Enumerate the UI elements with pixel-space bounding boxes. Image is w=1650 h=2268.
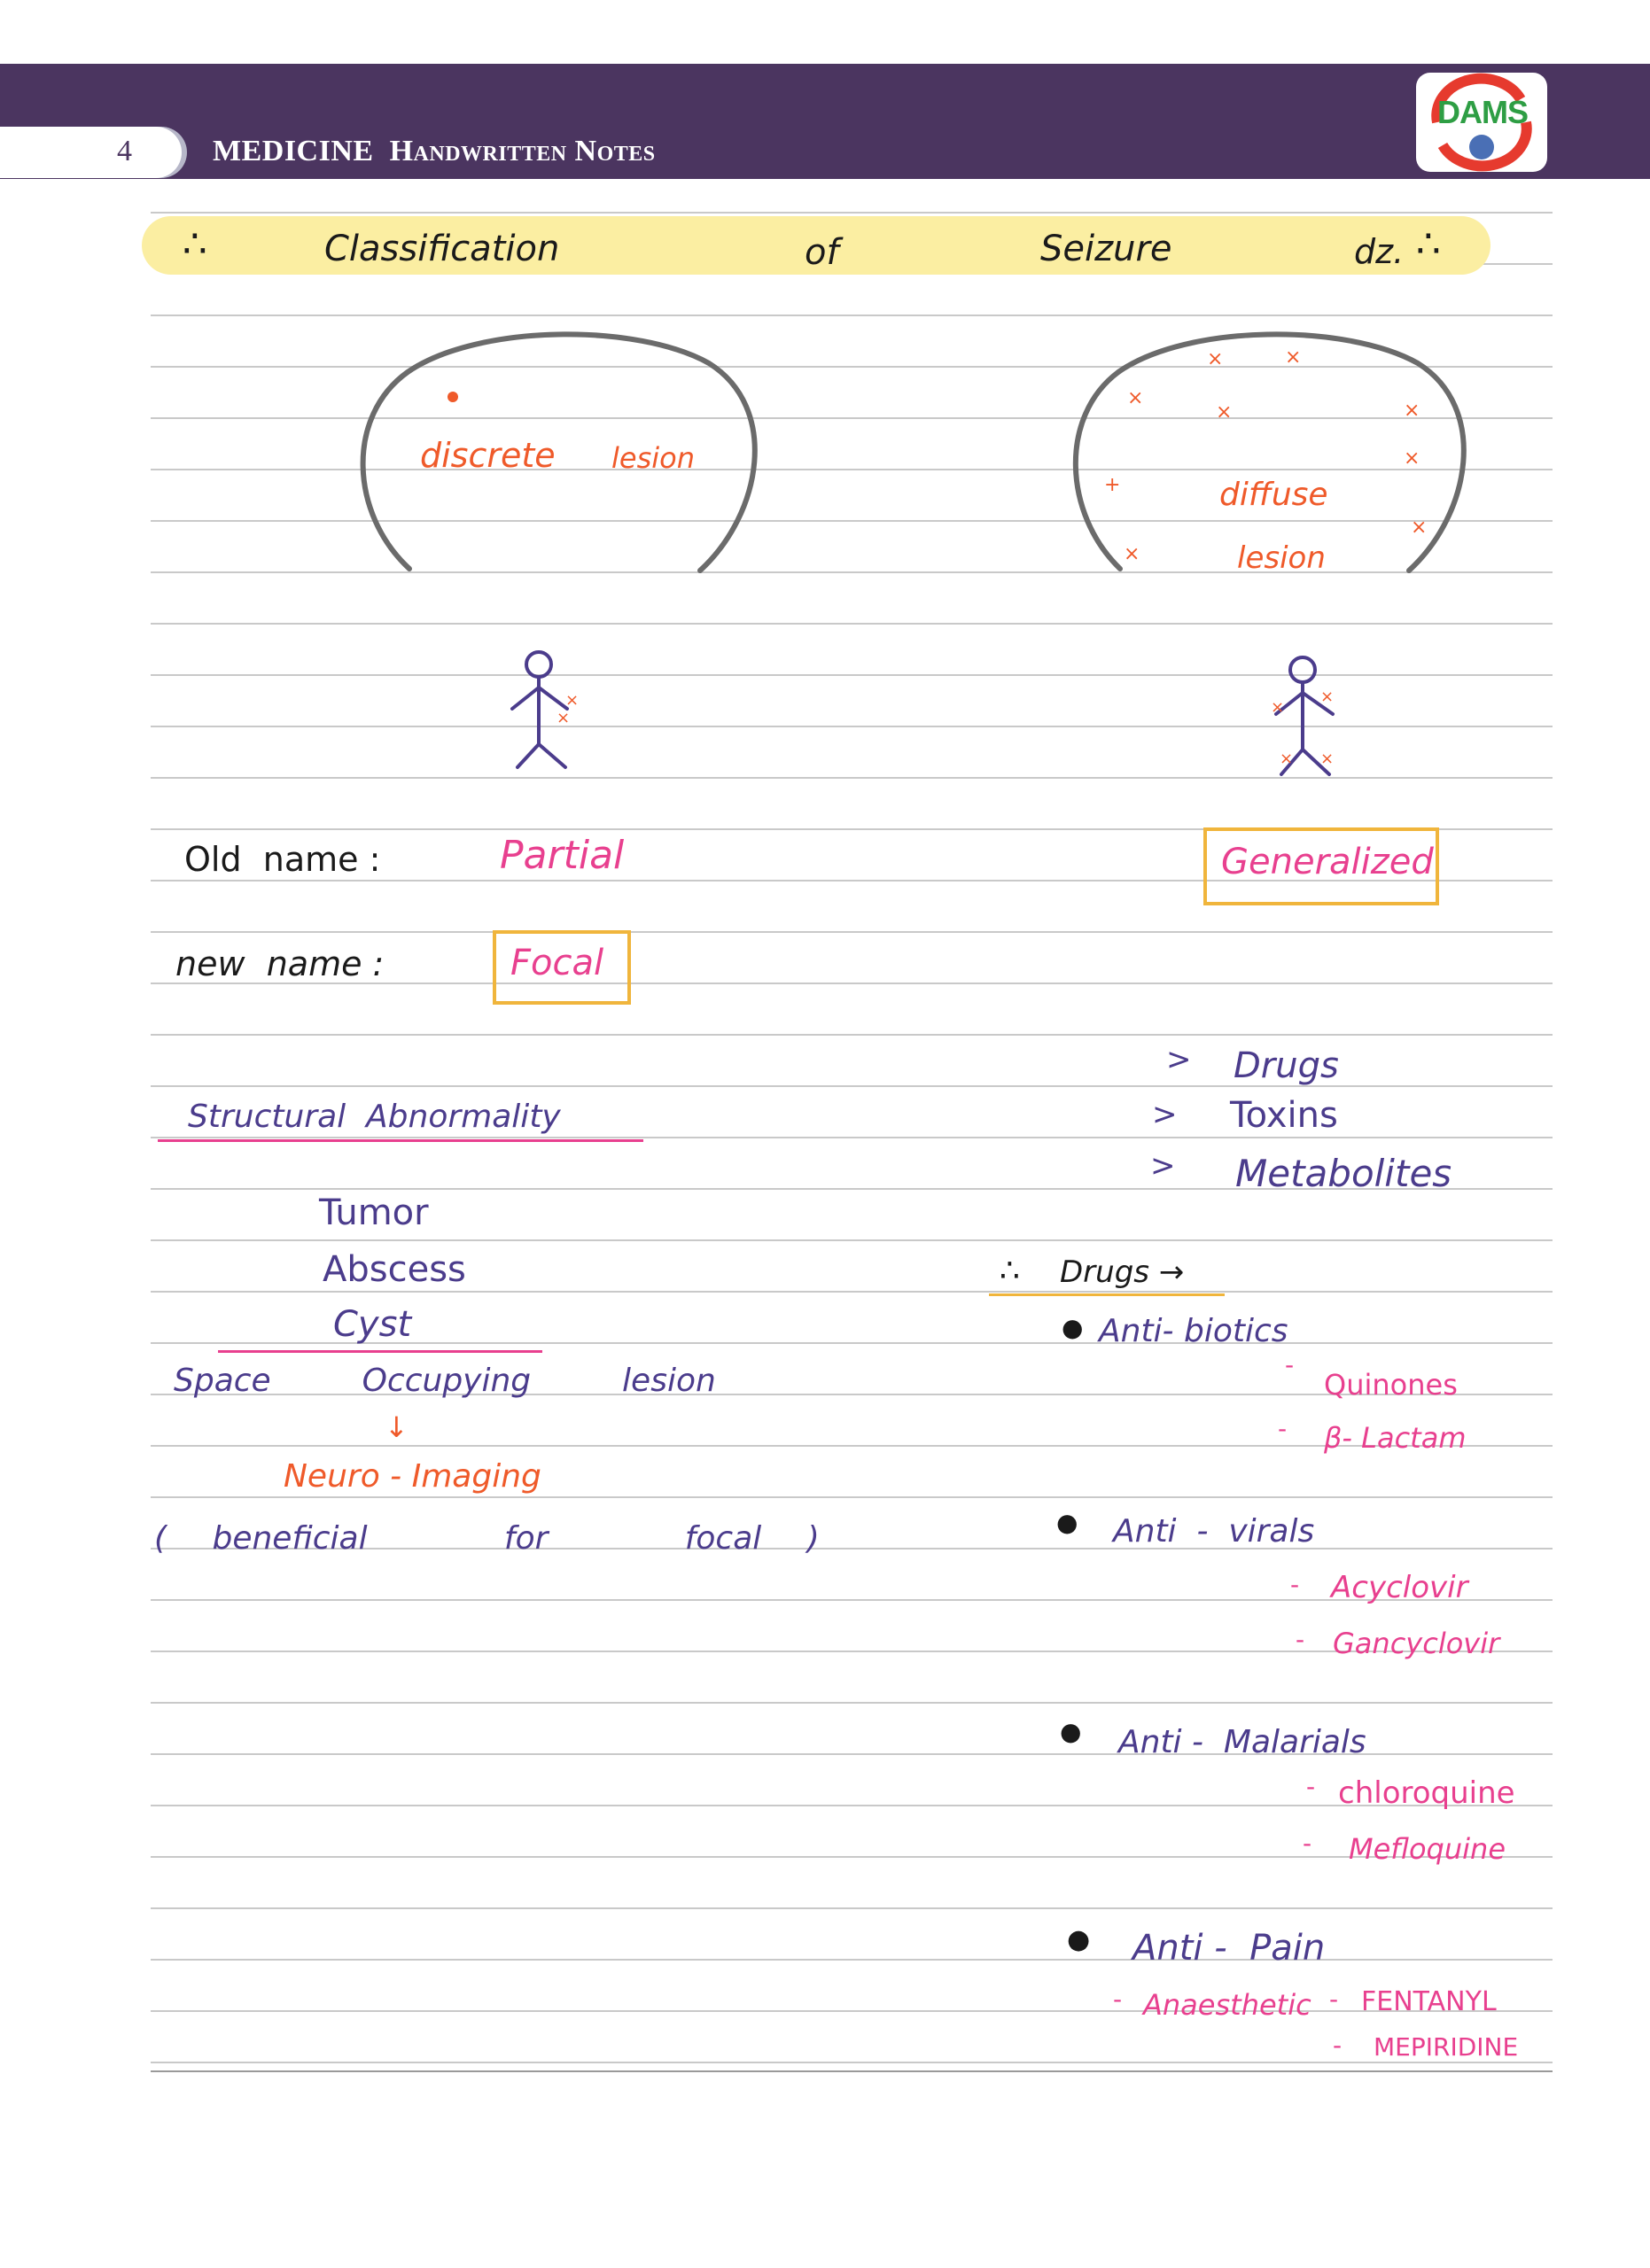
svg-text:×: ×	[556, 709, 571, 727]
new-name-value: Focal	[510, 943, 604, 983]
therefore-right: ∴	[1416, 221, 1441, 267]
structural-heading: Structural Abnormality	[188, 1099, 561, 1135]
bullet-antivirals: ●	[1056, 1508, 1078, 1537]
svg-text:×: ×	[1404, 447, 1420, 470]
drug-chloroquine: chloroquine	[1338, 1775, 1515, 1811]
svg-text:×: ×	[565, 691, 580, 710]
dash-fentanyl: -	[1329, 1984, 1339, 2014]
structural-item-abscess: Abscess	[323, 1249, 466, 1290]
dash-anaesthetic: -	[1113, 1984, 1123, 2014]
sol-text: Space Occupying lesion	[174, 1363, 716, 1399]
header-title-main: MEDICINE	[213, 135, 374, 167]
beneficial-note: ( beneficial for focal )	[154, 1520, 820, 1557]
dash-chloroquine: -	[1306, 1772, 1316, 1801]
svg-text:×: ×	[1207, 348, 1224, 370]
svg-text:×: ×	[1124, 543, 1140, 565]
svg-text:+: +	[1104, 474, 1121, 496]
bullet-antibiotics: ●	[1062, 1313, 1084, 1342]
group-antipain: Anti - Pain	[1132, 1928, 1326, 1969]
svg-text:×: ×	[1127, 387, 1144, 409]
generalized-label: Generalized	[1221, 842, 1434, 882]
drug-mepiridine: MEPIRIDINE	[1374, 2032, 1519, 2062]
logo-text: DAMS	[1437, 94, 1528, 130]
svg-text:×: ×	[1404, 400, 1420, 422]
drugs-heading-dots: ∴	[1000, 1253, 1020, 1289]
svg-text:×: ×	[1320, 750, 1335, 768]
right-brain-label-2: lesion	[1237, 540, 1326, 576]
left-brain-label-1: discrete	[420, 436, 556, 475]
dash-mepiridine: -	[1333, 2031, 1343, 2060]
structural-underline	[158, 1139, 643, 1142]
svg-text:×: ×	[1411, 517, 1428, 539]
structural-item-cyst: Cyst	[333, 1304, 412, 1345]
right-brain-label-1: diffuse	[1219, 477, 1328, 513]
structural-item-tumor: Tumor	[319, 1192, 429, 1233]
dash-beta-lactam: -	[1278, 1414, 1288, 1443]
drug-gancyclovir: Gancyclovir	[1333, 1627, 1500, 1660]
cause-metabolites: Metabolites	[1235, 1152, 1452, 1195]
left-brain-label-2: lesion	[611, 441, 695, 475]
dash-mefloquine: -	[1303, 1829, 1312, 1858]
dash-quinones: -	[1285, 1350, 1295, 1379]
title-word-classification: Classification	[324, 229, 560, 269]
cause-toxins: Toxins	[1230, 1095, 1338, 1136]
drug-anaesthetic: Anaesthetic	[1143, 1988, 1311, 2022]
down-arrow: ↓	[385, 1410, 409, 1444]
cyst-underline	[218, 1350, 542, 1353]
header-title-rest: Handwritten Notes	[389, 135, 656, 167]
bullet-antipain: ●	[1067, 1924, 1091, 1955]
dash-acyclovir: -	[1290, 1570, 1300, 1599]
old-name-value: Partial	[500, 833, 625, 878]
drug-acyclovir: Acyclovir	[1331, 1570, 1468, 1605]
drug-fentanyl: FENTANYL	[1361, 1986, 1497, 2017]
svg-text:×: ×	[1320, 687, 1335, 706]
dash-gancyclovir: -	[1296, 1625, 1305, 1654]
drug-quinones: Quinones	[1324, 1368, 1458, 1402]
therefore-left: ∴	[183, 221, 207, 267]
neuro-imaging: Neuro - Imaging	[284, 1458, 541, 1495]
group-antivirals: Anti - virals	[1113, 1513, 1315, 1550]
drugs-heading-underline	[989, 1293, 1225, 1296]
old-name-label: Old name :	[184, 840, 381, 879]
drug-beta-lactam: β- Lactam	[1324, 1421, 1467, 1455]
svg-text:×: ×	[1280, 750, 1294, 768]
page-number: 4	[117, 135, 132, 167]
drugs-heading: Drugs →	[1060, 1254, 1185, 1290]
group-antimalarials: Anti - Malarials	[1118, 1724, 1366, 1760]
drug-mefloquine: Mefloquine	[1349, 1832, 1506, 1866]
group-antibiotics: Anti- biotics	[1099, 1313, 1288, 1349]
svg-text:×: ×	[1216, 401, 1233, 423]
title-word-seizure: Seizure	[1040, 229, 1172, 269]
bullet-antimalarials: ●	[1060, 1717, 1082, 1746]
arrow-3: >	[1150, 1148, 1176, 1184]
svg-text:×: ×	[1271, 698, 1285, 717]
cause-drugs: Drugs	[1234, 1045, 1339, 1086]
arrow-1: >	[1166, 1042, 1192, 1077]
arrow-2: >	[1152, 1097, 1178, 1132]
title-word-dz: dz.	[1354, 232, 1405, 271]
title-word-of: of	[805, 232, 839, 273]
new-name-label: new name :	[175, 944, 385, 983]
svg-text:×: ×	[1285, 346, 1302, 369]
